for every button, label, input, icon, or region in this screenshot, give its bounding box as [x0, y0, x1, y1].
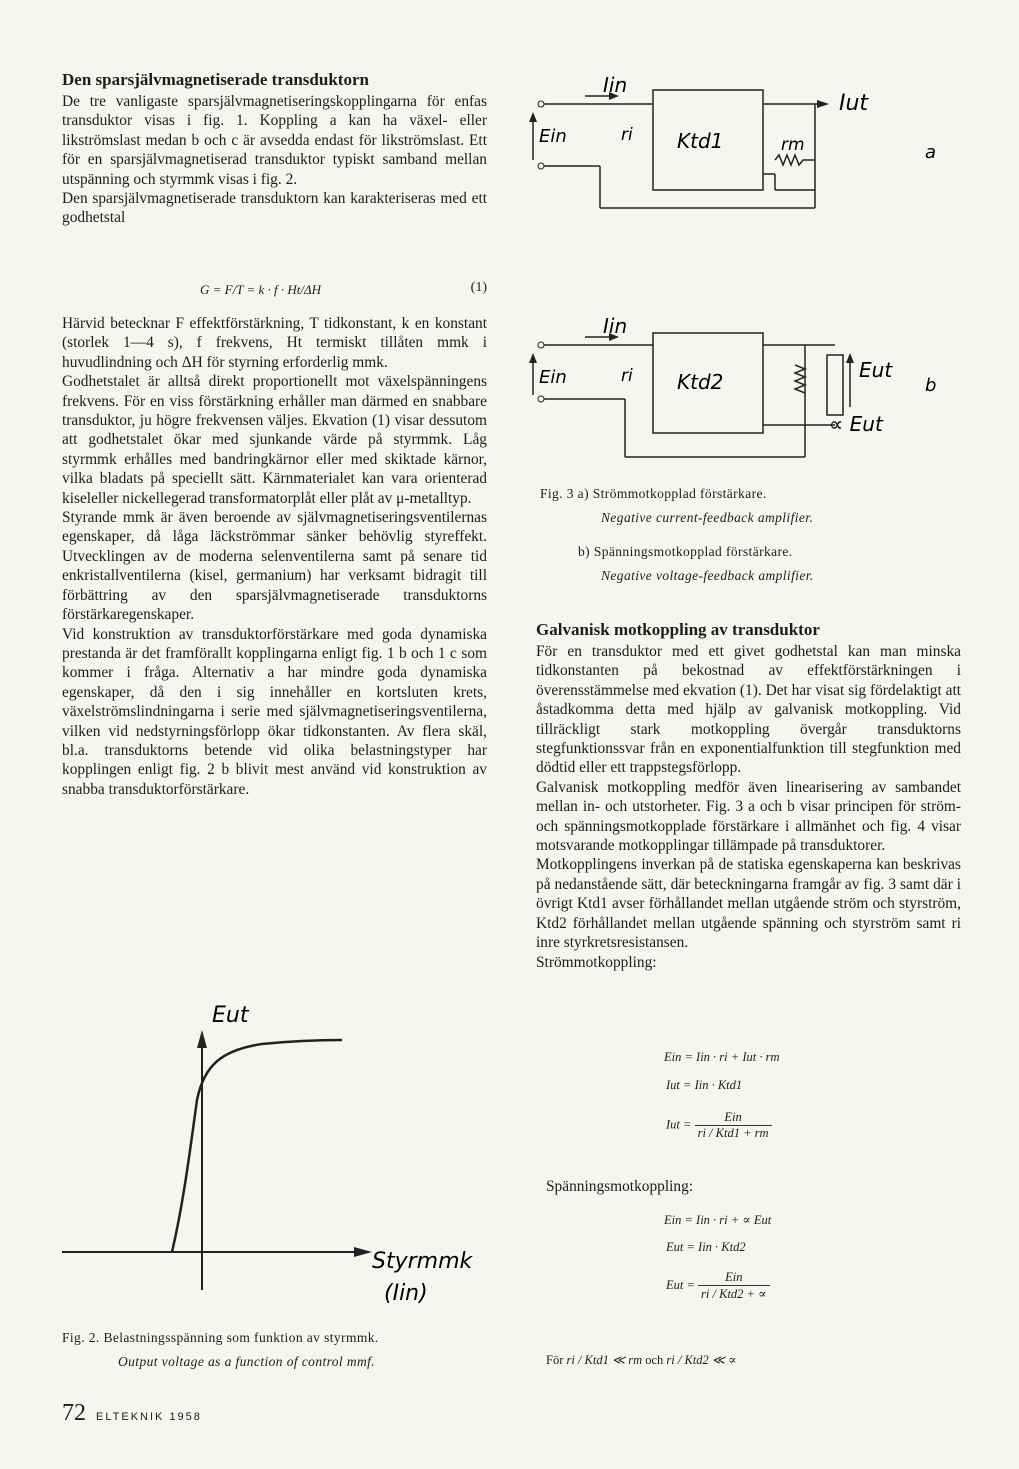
- formula-eut: Eut = Iin · Ktd2: [666, 1240, 746, 1254]
- paragraph: Den sparsjälvmagnetiserade transduktorn kan karakteriseras med ett godhetstal: [62, 190, 487, 227]
- numerator: Ein: [698, 1270, 770, 1286]
- potentiometer: [795, 365, 805, 393]
- terminal: [538, 101, 544, 107]
- left-column: [62, 70, 487, 228]
- response-curve: [172, 1040, 342, 1252]
- label-ein: Ein: [539, 367, 567, 388]
- cond-prefix: För: [546, 1353, 564, 1367]
- x-axis-label: Styrmmk: [372, 1249, 473, 1274]
- label-a: a: [925, 142, 937, 163]
- fraction: [695, 1110, 772, 1141]
- journal-name: ELTEKNIK 1958: [96, 1411, 202, 1423]
- label-rm: rm: [781, 135, 805, 155]
- formula-iut-frac: [666, 1110, 772, 1141]
- label-b: b: [925, 375, 937, 396]
- terminal: [538, 342, 544, 348]
- current-arrow-icon: [817, 100, 829, 108]
- page-number: 72: [62, 1400, 86, 1426]
- label-ktd2: Ktd2: [677, 370, 724, 394]
- figure-3a: [525, 70, 965, 230]
- label-ri: ri: [621, 366, 633, 386]
- paragraph: De tre vanligaste sparsjälvmagnetiseringskopplingarna för enfas transduktor visas i fig. 1. Koppling a kan ha växel- eller likströmslast medan b och c är avsedda endast för likströmslast. Ett för en sparsjälvmagnetiserad transduktor typiskt samband mellan utspänning och styrmmk visas i fig. 2.: [62, 93, 487, 188]
- y-axis-arrow-icon: [197, 1030, 207, 1048]
- terminal: [538, 396, 544, 402]
- output-voltage-arrow-icon: [846, 353, 854, 363]
- fig3a-caption-en: Negative current-feedback amplifier.: [601, 510, 814, 525]
- paragraph: Härvid betecknar F effektförstärkning, T tidkonstant, k en konstant (storlek 1—4 s), f frekvens, Ht termiskt tillåten mmk i huvudlindning och ΔH för styrning erforderlig mmk.: [62, 315, 487, 371]
- fig3b-caption-en: Negative voltage-feedback amplifier.: [601, 568, 814, 583]
- terminal: [538, 163, 544, 169]
- fig2-caption-en: Output voltage as a function of control mmf.: [118, 1354, 376, 1369]
- x-axis-label-sub: (Iin): [384, 1281, 428, 1306]
- formula-eut-frac: [666, 1270, 770, 1302]
- numerator: Ein: [695, 1110, 772, 1126]
- fig3a-caption-sv: Fig. 3 a) Strömmotkopplad förstärkare.: [540, 486, 767, 501]
- label-iin: Iin: [603, 73, 628, 97]
- spann-label: Spänningsmotkoppling:: [546, 1178, 694, 1195]
- label-alpha-eut: ∝ Eut: [829, 412, 883, 436]
- voltage-arrow-icon: [529, 353, 537, 363]
- load-resistor: [827, 355, 843, 415]
- paragraph: För en transduktor med ett givet godhetstal kan man minska tidkonstanten på bekostnad av effektförstärkningen i överensstämmelse med ekvation (1). Det har visat sig fördelaktigt att åstadkomma detta med hjälp av galvanisk motkoppling. Vid tillräckligt stark motkoppling övergår transduktorns stegfunktionssvar från en exponentialfunktion till stegfunktion med dödtid eller ett trappstegsförlopp.: [536, 643, 961, 777]
- formula-ein-spann: Ein = Iin · ri + ∝ Eut: [664, 1213, 772, 1227]
- section-heading-transduktorn: Den sparsjälvmagnetiserade transduktorn: [62, 70, 369, 89]
- condition-line: [546, 1352, 737, 1368]
- formula-iut: Iut = Iin · Ktd1: [666, 1078, 743, 1092]
- fig2-caption-sv: Fig. 2. Belastningsspänning som funktion av styrmmk.: [62, 1330, 379, 1345]
- label-eut: Eut: [859, 358, 893, 382]
- formula-ein-strom: Ein = Iin · ri + Iut · rm: [664, 1050, 780, 1064]
- strom-label: Strömmotkoppling:: [536, 953, 657, 971]
- fig3b-caption-sv: b) Spänningsmotkopplad förstärkare.: [578, 544, 793, 559]
- x-axis-arrow-icon: [354, 1247, 372, 1257]
- resistor-rm: [775, 155, 815, 165]
- denominator-a: ri / Ktd1: [697, 1126, 740, 1140]
- label-ktd1: Ktd1: [677, 129, 724, 153]
- figure-2: [62, 1000, 502, 1320]
- cond-1: ri / Ktd1 ≪ rm: [566, 1353, 643, 1367]
- denominator-b: + rm: [743, 1126, 769, 1140]
- equation-1: [62, 270, 487, 310]
- paragraph: Styrande mmk är även beroende av självmagnetiseringsventilernas egenskaper, då låga läckströmmar sänker behövlig styreffekt. Utvecklingen av de moderna selenventilerna samt på senare tid enkristallventilerna (kisel, germanium) har verksamt bidragit till förbättring av den sparsjälvmagnetiserade transduktorns förstärkaregenskaper.: [62, 509, 487, 624]
- denominator-a: ri / Ktd2: [701, 1287, 744, 1301]
- fraction: [698, 1270, 770, 1302]
- cond-mid: och: [645, 1353, 664, 1367]
- section-heading-galvanisk: Galvanisk motkoppling av transduktor: [536, 620, 820, 639]
- left-column-cont: [62, 314, 487, 799]
- label-iin: Iin: [603, 315, 628, 338]
- equation-1-expression: G = F/T = k · f · Ht/ΔH: [200, 282, 321, 297]
- paragraph: Motkopplingens inverkan på de statiska egenskaperna kan beskrivas på nedanstående sätt, där beteckningarna framgår av fig. 3 samt där i övrigt Ktd1 avser förhållandet mellan utgående ström och styrström, Ktd2 förhållandet mellan utgående spänning och styrström samt ri inre styrkretsresistansen.: [536, 856, 961, 952]
- frac-lhs: Iut =: [666, 1117, 692, 1132]
- right-column: [536, 620, 961, 972]
- label-iut: Iut: [839, 91, 869, 116]
- label-ri: ri: [621, 125, 633, 145]
- equation-1-number: (1): [470, 280, 487, 295]
- figure-3b: [525, 315, 965, 475]
- paragraph: Godhetstalet är alltså direkt proportionellt mot växelspänningens frekvens. För en viss förstärkning erhåller man därmed en snabbare transduktor, ju högre frekvensen väljes. Ekvation (1) visar dessutom att godhetstalet ökar med sjunkande värde på styrmmk. Låg styrmmk erhålles med bandringkärnor eller med skiktade kärnor, vilka bladats på speciellt sätt. Kärnmaterialet kan vara orienterad kiseleller nickellegerad transformatorplåt eller plåt av μ-metalltyp.: [62, 373, 487, 507]
- frac-lhs: Eut =: [666, 1277, 695, 1292]
- paragraph: Vid konstruktion av transduktorförstärkare med goda dynamiska prestanda är det framförallt kopplingarna enligt fig. 1 b och 1 c som kommer i fråga. Alternativ a har mindre goda dynamiska egenskaper, då den i sig innehåller en kortsluten krets, växelströmslindningarna i serie med självmagnetiseringsventilerna, vilken vid nedstyrningsförlopp ökar tidkonstanten. Av flera skäl, bl.a. transduktorns betende vid olika belastningstyper har kopplingen enligt fig. 2 b blivit mest använd vid konstruktion av snabba transduktorförstärkare.: [62, 625, 487, 798]
- voltage-arrow-icon: [529, 112, 537, 122]
- denominator-b: + ∝: [746, 1287, 767, 1301]
- page-footer: [62, 1400, 202, 1427]
- cond-2: ri / Ktd2 ≪ ∝: [666, 1353, 737, 1367]
- paragraph: Galvanisk motkoppling medför även linearisering av sambandet mellan in- och utstorheter. Fig. 3 a och b visar principen för ström- och spänningsmotkopplade förstärkare i allmänhet och fig. 4 visar motsvarande motkopplingar tillämpade på transduktorer.: [536, 778, 961, 855]
- y-axis-label: Eut: [212, 1003, 249, 1028]
- label-ein: Ein: [539, 126, 567, 147]
